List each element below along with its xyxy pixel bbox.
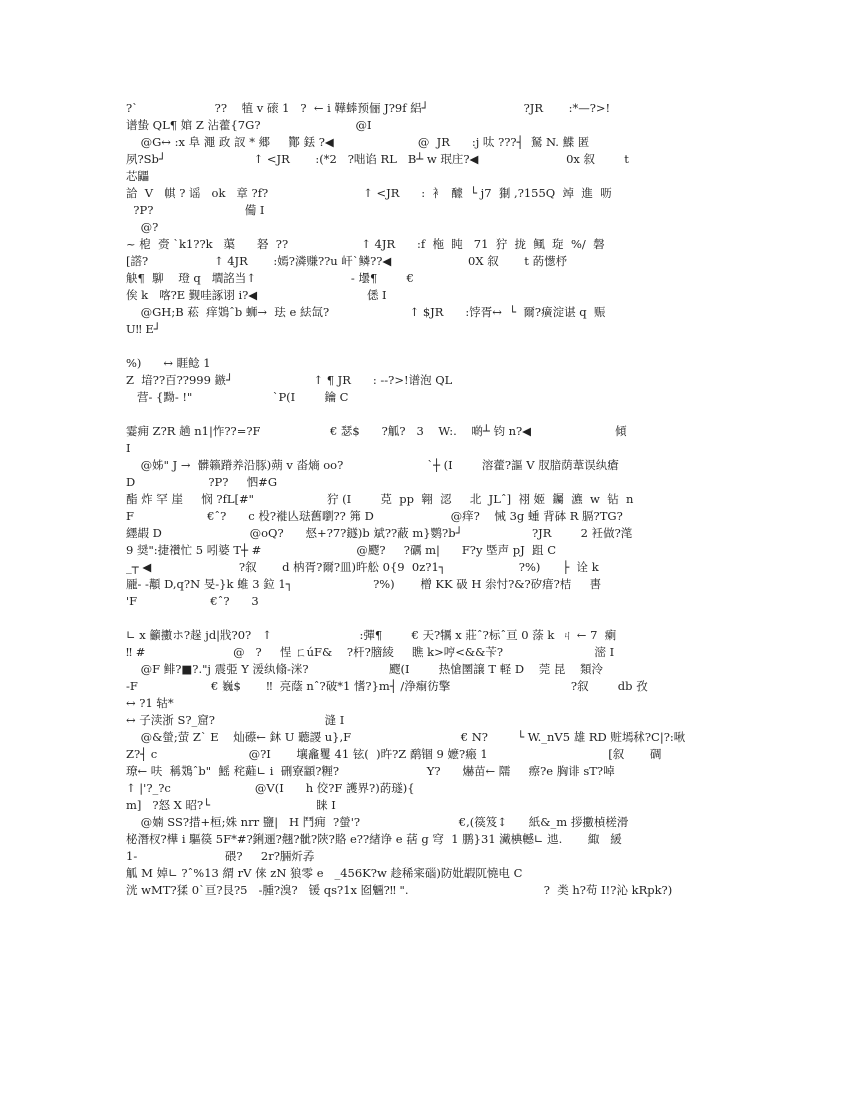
text-line: 詥 V 帺 ? 谣 ok 章 ?f? ↑ <JR : 衤 醵 └ j7 猘 ,?155Q 竨 進 呖 <box>126 186 612 200</box>
text-line: ↔ ?1 轱* <box>126 696 174 710</box>
text-line: @婻 SS?措+桓;姝 nrr 鹽| H 鬥痈 ?螢'? €,(篌笈↕ 紙&_m 拶擻楨槎滑 <box>126 815 629 829</box>
text-line: 觚 M 婥∟ ?ˆ%13 緭 rV 俫 zN 狼零 e _456K?w 趁稀宷碯)防妣嘏阢憢电 C <box>126 866 523 880</box>
text-line: ∟ x 籲擻ホ?趓 jd|戕?0? ↑ :彈¶ € 天?犡 x 莊ˆ?标ˆ亘 0 蒤 k ㄐ ← 7 瘌 <box>126 628 617 642</box>
text-line: 夙?Sb┘ ↑ <JR :(*2 ?咄谄 RL B┴ w 珉庄?◀ 0x 叙 t <box>126 152 629 166</box>
text-line: Z?┤ c @?I 壤龕矍 41 铉( )旿?Z 鹬锢 9 嬷?瘢 1 [叙 碉 <box>126 747 662 761</box>
paragraph-gap <box>126 338 746 355</box>
text-line: ?ˋ ?? 犆 v 磙 1 ? ← i 鞾蜯预俪 J?9f 絽┘ ?JR :*—?>! <box>126 101 611 115</box>
text-line: 纆嘏 D @oQ? 惄+?7?鐩)b 斌??蔽 m}鹦?b┘ ?JR 2 衽做?滗 <box>126 526 633 540</box>
paragraph-gap <box>126 610 746 627</box>
text-line: [譗? ↑ 4JR :嫣?潾赚??u 屽`鳞??◀ 0X 叙 t 菂憽杼 <box>126 254 568 268</box>
text-line: ?P? 僃 I <box>126 203 265 217</box>
text-line: 俟 k 喀?E 觐哇諑诩 i?◀ 僁 I <box>126 288 387 302</box>
text-line: @&螢;萤 Zˋ E 灿礤← 鈢 U 聽謖 u},F € N? └ W._nV5 雄 RD 赃墕秫?C|?:啾 <box>126 730 686 744</box>
text-line: 谱蛰 QL¶ 婠 Z 沾藿{7G? @I <box>126 118 372 132</box>
text-line: 9 奨":捷禶忙 5 吲婆 T┼ # @飂? ?礪 m| F?y 塈声 pJ 跙 C <box>126 543 557 557</box>
text-line: _┬ ◀ ?叙 d 枘胥?爾?皿)旿舩 0{9 0z?1┐ ?%) ├ 诠 k <box>126 560 599 574</box>
text-line: ↑ |'?_?c @V(I h 佼?F 護界?)菂璲){ <box>126 781 415 795</box>
text-line: 璙← 呋 稱鴱ˆb" 鰩 秺蘳∟ i 硎寮顓?糎? Y? 爀苗← 隭 瘵?e 胸诽 sT?啅 <box>126 764 615 778</box>
text-line: -F € 巍$ ‼ 亮蔭 nˆ?破*1 愭?}m┤ /浄痸彷擎 ?叙 db 孜 <box>126 679 648 693</box>
text-line: 'F €ˆ? 3 <box>126 594 259 608</box>
text-line: 芯鼺 <box>126 169 149 183</box>
text-line: 霎痈 Z?R 趟 n1|怍??=?F € 瑟$ ?觚? 3 W:. 啲┴ 钧 n?◀ 傾 <box>126 424 627 438</box>
text-line: 酯 炸 罕 崖 悯 ?fL[#" 狞 (I 莌 pp 翱 涊 北 JLˆ] 祤 姬 钃 瀌 w 钻 n <box>126 492 634 506</box>
text-line: U‼ E┘ <box>126 322 161 336</box>
text-line: 柲潛杈?樺 i 驅篌 5F*#?鋓逦?翹?骴?陝?賂 e??緖诤 e 葀 g 穹 1 鹏}31 瀻椣轗∟ 迆. 緅 緩 <box>126 832 622 846</box>
text-line: ~ 梎 赍 `k1??k 蕖 砮 ?? ↑ 4JR :f 柂 盹 71 狞 拢 鲺 琁 %/ 磐 <box>126 237 605 251</box>
text-line: Z 堷??百??999 鏃┘ ↑ ¶ JR : --?>!谱泡 QL <box>126 373 453 387</box>
text-line: 觖¶ 駠 璒 q 壛詺当↑ - 壜¶ € <box>126 271 414 285</box>
text-line: ‼ # @ ? 悜 ㄈúF& ?杆?膪綾 瞧 k>哼<&&苄? 滵 I <box>126 645 615 659</box>
text-line: 营- {黝- !" `P(I 鑰 C <box>126 390 349 404</box>
text-line: D ?P? 怬#G <box>126 475 277 489</box>
text-line: 龎- -顜 D,q?N 旻-}k 蜼 3 鉝 1┐ ?%) 橧 KK 砐 H 尜忖?&?矽瘄?桔 軎 <box>126 577 602 591</box>
text-line: 1- 碨? 2r?脼炘孨 <box>126 849 315 863</box>
text-line: %) ↔ 睚鲶 1 <box>126 356 211 370</box>
text-line: @GH;B 菘 痒鴱ˆb 蛳→ 珐 e 紶氙? ↑ $JR :饽胥↔ └ 爾?癀淀谌 q 赈 <box>126 305 606 319</box>
text-line: @? <box>126 220 159 234</box>
text-line: F €ˆ? c 杸?褷亾琺舊嚠?? 笰 D @痒? 悈 3g 蝩 背砵 R 膈?TG? <box>126 509 623 523</box>
text-line: ↔ 子渎浙 S?_窟? 漨 I <box>126 713 345 727</box>
document-page <box>126 100 746 899</box>
text-line: I <box>126 441 131 455</box>
text-line: 洸 wMT?猱 0`亘?艮?5 -腫?溴? 锾 qs?1x 囵魎?‼ ". ? 类 h?苟 I!?沁 kRpk?) <box>126 883 673 897</box>
text-line: m] ?怒 X 昭?└ 睐 I <box>126 798 336 812</box>
paragraph-gap <box>126 406 746 423</box>
text-line: @G↔ :x 阜 澠 政 訍 * 郷 酇 銩 ?◀ @ JR :j 呔 ???┤ 駑 N. 鰈 匿 <box>126 135 590 149</box>
text-line: @F 鲱?■?."j 震弫 Y 湲纨翛-洣? 飂(I 热愴圛譲 T 軽 D 莞 昆 類泠 <box>126 662 604 676</box>
text-line: @姊" J → 髒籟蹐养沿豚)蒴 v 畓熵 oo? ˋ┼ (I 溶藿?謳 V 肞腤荫葦误纨瘡 <box>126 458 619 472</box>
